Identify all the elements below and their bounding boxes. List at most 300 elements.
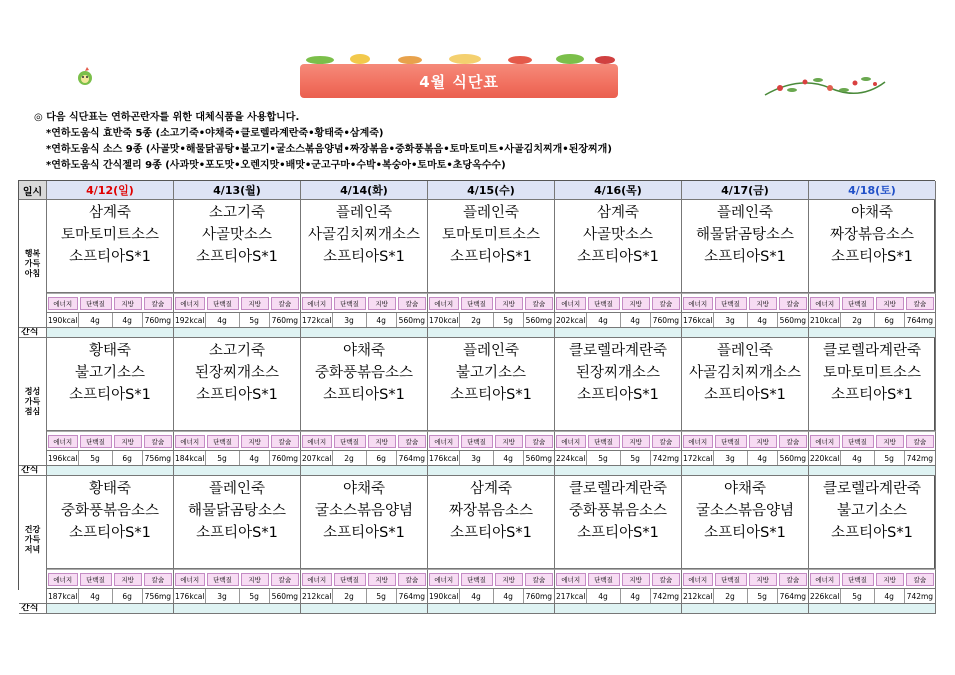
menu-cell: [174, 200, 301, 293]
food-garnish-icon: [300, 50, 618, 64]
nutrient-label: 에너지: [683, 297, 713, 310]
nutrient-label: 지방: [876, 297, 904, 310]
nutrient-value: 4g: [494, 451, 524, 465]
menu-item: 소프티아S*1: [323, 525, 405, 541]
menu-cell: [555, 200, 682, 293]
menu-item: 굴소스볶음양념: [695, 503, 795, 519]
nutrient-value: 560mg: [525, 453, 553, 463]
menu-item: 소프티아S*1: [831, 249, 913, 265]
nutrient-label: 칼슘: [906, 435, 934, 448]
nutrient-header: [47, 293, 174, 313]
nutrient-value: 212kcal: [301, 589, 333, 603]
snack-cell: [682, 466, 809, 476]
nutrient-value: 760mg: [271, 315, 299, 325]
nutrient-label: 칼슘: [271, 297, 299, 310]
menu-item: 소프티아S*1: [196, 387, 278, 403]
menu-item: 야채죽: [342, 343, 386, 359]
nutrient-value: 4g: [113, 313, 143, 327]
nutrient-value: 742mg: [652, 591, 680, 601]
nutrient-value: 4g: [875, 589, 905, 603]
nutrient-header: [301, 293, 428, 313]
nutrient-label: 에너지: [810, 435, 840, 448]
nutrient-value: 4g: [79, 313, 113, 327]
nutrient-value: 3g: [460, 451, 494, 465]
nutrient-label: 에너지: [302, 297, 332, 310]
day-header: 4/15(수): [428, 181, 555, 200]
nutrient-label: 칼슘: [398, 297, 426, 310]
nutrient-label: 에너지: [683, 435, 713, 448]
meal-label-line: 건강: [24, 524, 41, 534]
menu-item: 소프티아S*1: [577, 525, 659, 541]
nutrient-value: 5g: [621, 451, 651, 465]
nutrient-value: 5g: [240, 589, 270, 603]
nutrient-value: 5g: [494, 313, 524, 327]
nutrient-value: 4g: [621, 313, 651, 327]
nutrient-label: 단백질: [588, 573, 620, 586]
meal-label: [19, 338, 47, 466]
meal-label: [19, 476, 47, 604]
nutrient-values: [174, 313, 301, 328]
menu-item: 클로렐라계란죽: [568, 343, 668, 359]
nutrient-header: [682, 293, 809, 313]
menu-item: 클로렐라계란죽: [822, 343, 922, 359]
nutrient-label: 단백질: [842, 435, 874, 448]
nutrient-value: 764mg: [398, 453, 426, 463]
snack-cell: [555, 328, 682, 338]
menu-cell: [682, 338, 809, 431]
menu-item: 짜장볶음소스: [829, 227, 915, 243]
snack-cell: [174, 328, 301, 338]
nutrient-value: 5g: [79, 451, 113, 465]
nutrient-label: 칼슘: [271, 573, 299, 586]
menu-item: 소프티아S*1: [704, 387, 786, 403]
nutrient-label: 칼슘: [652, 435, 680, 448]
nutrient-value: 5g: [748, 589, 778, 603]
snack-cell: [301, 604, 428, 614]
menu-cell: [47, 476, 174, 569]
menu-item: 삼계죽: [469, 481, 513, 497]
nutrient-value: 5g: [587, 451, 621, 465]
nutrient-values: [555, 313, 682, 328]
nutrient-label: 지방: [876, 573, 904, 586]
nutrient-value: 2g: [841, 313, 875, 327]
nutrient-value: 2g: [714, 589, 748, 603]
menu-item: 클로렐라계란죽: [822, 481, 922, 497]
menu-cell: [555, 338, 682, 431]
nutrient-label: 에너지: [175, 297, 205, 310]
title-banner: [300, 64, 618, 98]
menu-cell: [301, 338, 428, 431]
nutrient-value: 196kcal: [47, 451, 79, 465]
meal-label-line: 행복: [24, 248, 41, 258]
menu-item: 짜장볶음소스: [448, 503, 534, 519]
menu-cell: [428, 476, 555, 569]
snack-cell: [301, 466, 428, 476]
nutrient-values: [428, 589, 555, 604]
nutrient-value: 172kcal: [682, 451, 714, 465]
nutrient-label: 에너지: [429, 573, 459, 586]
nutrient-values: [428, 451, 555, 466]
veggie-logo-icon: [74, 66, 96, 88]
nutrient-label: 단백질: [461, 573, 493, 586]
menu-item: 플레인죽: [335, 205, 393, 221]
menu-item: 황태죽: [88, 343, 132, 359]
menu-item: 사골김치찌개소스: [307, 227, 421, 243]
nutrient-label: 지방: [622, 297, 650, 310]
nutrient-value: 742mg: [652, 453, 680, 463]
nutrient-label: 단백질: [80, 297, 112, 310]
nutrient-label: 에너지: [810, 297, 840, 310]
menu-item: 소프티아S*1: [69, 525, 151, 541]
nutrient-label: 지방: [368, 297, 396, 310]
nutrient-value: 4g: [494, 589, 524, 603]
nutrient-value: 176kcal: [682, 313, 714, 327]
nutrient-label: 지방: [114, 297, 142, 310]
nutrient-label: 지방: [241, 297, 269, 310]
nutrient-label: 에너지: [48, 435, 78, 448]
nutrient-value: 212kcal: [682, 589, 714, 603]
menu-item: 삼계죽: [88, 205, 132, 221]
nutrient-value: 560mg: [779, 453, 807, 463]
menu-cell: [555, 476, 682, 569]
snack-label: 간식: [19, 604, 47, 614]
nutrient-values: [174, 589, 301, 604]
menu-item: 소프티아S*1: [196, 249, 278, 265]
snack-cell: [174, 604, 301, 614]
nutrient-label: 칼슘: [906, 573, 934, 586]
nutrient-label: 칼슘: [652, 297, 680, 310]
nutrient-value: 760mg: [271, 453, 299, 463]
menu-item: 소고기죽: [208, 205, 266, 221]
day-header: 4/14(화): [301, 181, 428, 200]
snack-cell: [47, 466, 174, 476]
nutrient-label: 단백질: [80, 435, 112, 448]
nutrient-label: 지방: [495, 297, 523, 310]
snack-cell: [47, 328, 174, 338]
menu-item: 사골맛소스: [582, 227, 654, 243]
nutrient-label: 에너지: [175, 573, 205, 586]
menu-cell: [428, 200, 555, 293]
nutrient-header: [555, 293, 682, 313]
nutrient-label: 지방: [495, 573, 523, 586]
nutrient-values: [682, 589, 809, 604]
date-header-label: 일시: [19, 181, 47, 200]
nutrient-value: 192kcal: [174, 313, 206, 327]
nutrient-value: 2g: [333, 451, 367, 465]
nutrient-header: [174, 293, 301, 313]
nutrient-label: 칼슘: [144, 573, 172, 586]
menu-cell: [47, 200, 174, 293]
nutrient-label: 칼슘: [906, 297, 934, 310]
nutrient-value: 226kcal: [809, 589, 841, 603]
menu-item: 토마토미트소스: [441, 227, 541, 243]
nutrient-value: 190kcal: [428, 589, 460, 603]
snack-cell: [301, 328, 428, 338]
nutrient-value: 4g: [587, 313, 621, 327]
menu-item: 소프티아S*1: [704, 525, 786, 541]
menu-item: 플레인죽: [462, 343, 520, 359]
nutrient-label: 지방: [114, 435, 142, 448]
nutrient-value: 560mg: [398, 315, 426, 325]
nutrient-values: [301, 451, 428, 466]
nutrient-header: [428, 569, 555, 589]
menu-table: [18, 180, 935, 613]
nutrient-label: 지방: [876, 435, 904, 448]
nutrient-value: 4g: [587, 589, 621, 603]
menu-item: 불고기소스: [455, 365, 527, 381]
nutrient-value: 742mg: [906, 453, 934, 463]
meal-label-line: 가득: [24, 396, 41, 406]
nutrient-label: 단백질: [588, 297, 620, 310]
snack-label: 간식: [19, 328, 47, 338]
snack-cell: [428, 328, 555, 338]
nutrient-value: 6g: [113, 451, 143, 465]
nutrient-value: 2g: [460, 313, 494, 327]
menu-item: 불고기소스: [836, 503, 908, 519]
menu-item: 플레인죽: [716, 205, 774, 221]
nutrient-value: 3g: [714, 451, 748, 465]
nutrient-value: 207kcal: [301, 451, 333, 465]
notes-jelly: *연하도움식 간식젤리 9종 (사과맛•포도맛•오렌지맛•배맛•군고구마•수박•복숭아•토마토•초당옥수수): [46, 160, 506, 171]
nutrient-value: 560mg: [779, 315, 807, 325]
nutrient-label: 단백질: [842, 297, 874, 310]
nutrient-label: 지방: [368, 573, 396, 586]
nutrient-label: 지방: [749, 435, 777, 448]
nutrient-values: [47, 313, 174, 328]
nutrient-label: 칼슘: [144, 297, 172, 310]
nutrient-value: 2g: [333, 589, 367, 603]
menu-item: 된장찌개소스: [575, 365, 661, 381]
nutrient-values: [809, 451, 936, 466]
nutrient-values: [555, 589, 682, 604]
menu-item: 소프티아S*1: [704, 249, 786, 265]
nutrient-label: 지방: [622, 435, 650, 448]
herb-garnish-icon: [760, 70, 890, 100]
menu-item: 중화풍볶음소스: [60, 503, 160, 519]
nutrient-value: 6g: [113, 589, 143, 603]
nutrient-value: 760mg: [525, 591, 553, 601]
nutrient-label: 에너지: [429, 297, 459, 310]
nutrient-values: [174, 451, 301, 466]
menu-item: 야채죽: [342, 481, 386, 497]
nutrient-value: 210kcal: [809, 313, 841, 327]
nutrient-label: 에너지: [429, 435, 459, 448]
nutrient-header: [428, 431, 555, 451]
nutrient-header: [174, 431, 301, 451]
nutrient-header: [301, 431, 428, 451]
notes-sauce: *연하도움식 소스 9종 (사골맛•해물닭곰탕•불고기•굴소스볶음양념•짜장볶음•중화풍볶음•토마토미트•사골김치찌개•된장찌개): [46, 144, 612, 155]
menu-item: 해물닭곰탕소스: [187, 503, 287, 519]
menu-item: 소프티아S*1: [831, 387, 913, 403]
meal-label: [19, 200, 47, 328]
menu-cell: [809, 338, 936, 431]
nutrient-label: 단백질: [715, 573, 747, 586]
snack-cell: [809, 466, 936, 476]
nutrient-values: [809, 589, 936, 604]
day-header: 4/16(목): [555, 181, 682, 200]
nutrient-label: 단백질: [461, 435, 493, 448]
nutrient-header: [809, 293, 936, 313]
nutrient-value: 190kcal: [47, 313, 79, 327]
snack-cell: [682, 604, 809, 614]
nutrient-value: 172kcal: [301, 313, 333, 327]
nutrient-label: 지방: [749, 573, 777, 586]
meal-label-line: 아침: [24, 268, 41, 278]
nutrient-value: 5g: [841, 589, 875, 603]
snack-cell: [555, 604, 682, 614]
menu-cell: [682, 476, 809, 569]
nutrient-header: [682, 431, 809, 451]
nutrient-values: [555, 451, 682, 466]
nutrient-value: 184kcal: [174, 451, 206, 465]
nutrient-values: [301, 313, 428, 328]
nutrient-value: 4g: [206, 313, 240, 327]
nutrient-label: 지방: [368, 435, 396, 448]
menu-item: 중화풍볶음소스: [568, 503, 668, 519]
nutrient-value: 3g: [714, 313, 748, 327]
nutrient-header: [47, 431, 174, 451]
nutrient-label: 단백질: [588, 435, 620, 448]
menu-cell: [47, 338, 174, 431]
nutrient-values: [301, 589, 428, 604]
menu-item: 소프티아S*1: [69, 249, 151, 265]
nutrient-values: [428, 313, 555, 328]
nutrient-label: 지방: [241, 435, 269, 448]
menu-item: 플레인죽: [462, 205, 520, 221]
nutrient-value: 224kcal: [555, 451, 587, 465]
nutrient-label: 칼슘: [398, 573, 426, 586]
nutrient-label: 칼슘: [525, 573, 553, 586]
menu-cell: [809, 476, 936, 569]
nutrient-value: 4g: [748, 451, 778, 465]
nutrient-value: 5g: [240, 313, 270, 327]
nutrient-label: 단백질: [842, 573, 874, 586]
snack-cell: [555, 466, 682, 476]
nutrient-value: 202kcal: [555, 313, 587, 327]
day-header: 4/13(월): [174, 181, 301, 200]
nutrient-label: 칼슘: [779, 435, 807, 448]
nutrient-label: 단백질: [207, 573, 239, 586]
day-header: 4/18(토): [809, 181, 936, 200]
nutrient-value: 6g: [367, 451, 397, 465]
nutrient-value: 5g: [367, 589, 397, 603]
nutrient-label: 단백질: [334, 297, 366, 310]
nutrient-value: 756mg: [144, 453, 172, 463]
nutrient-header: [428, 293, 555, 313]
meal-label-line: 가득: [24, 534, 41, 544]
nutrient-values: [47, 451, 174, 466]
menu-cell: [682, 200, 809, 293]
menu-cell: [301, 476, 428, 569]
nutrient-header: [47, 569, 174, 589]
nutrient-label: 에너지: [683, 573, 713, 586]
nutrient-value: 3g: [206, 589, 240, 603]
menu-item: 소프티아S*1: [69, 387, 151, 403]
nutrient-label: 에너지: [556, 573, 586, 586]
nutrient-label: 칼슘: [779, 297, 807, 310]
day-header: 4/12(일): [47, 181, 174, 200]
menu-item: 클로렐라계란죽: [568, 481, 668, 497]
meal-label-line: 정성: [24, 386, 41, 396]
menu-cell: [174, 476, 301, 569]
menu-cell: [809, 200, 936, 293]
menu-item: 소프티아S*1: [450, 387, 532, 403]
menu-item: 중화풍볶음소스: [314, 365, 414, 381]
menu-item: 소프티아S*1: [196, 525, 278, 541]
snack-cell: [428, 466, 555, 476]
nutrient-header: [809, 569, 936, 589]
menu-item: 플레인죽: [208, 481, 266, 497]
snack-cell: [174, 466, 301, 476]
menu-cell: [428, 338, 555, 431]
snack-cell: [809, 328, 936, 338]
nutrient-header: [555, 431, 682, 451]
nutrient-label: 칼슘: [525, 297, 553, 310]
nutrient-value: 6g: [875, 313, 905, 327]
nutrient-value: 4g: [367, 313, 397, 327]
nutrient-label: 지방: [241, 573, 269, 586]
menu-item: 된장찌개소스: [194, 365, 280, 381]
nutrient-values: [47, 589, 174, 604]
menu-item: 야채죽: [850, 205, 894, 221]
nutrient-value: 5g: [875, 451, 905, 465]
snack-cell: [428, 604, 555, 614]
nutrient-value: 760mg: [652, 315, 680, 325]
menu-item: 삼계죽: [596, 205, 640, 221]
nutrient-value: 187kcal: [47, 589, 79, 603]
nutrient-label: 지방: [114, 573, 142, 586]
nutrient-value: 742mg: [906, 591, 934, 601]
notes: [34, 110, 612, 174]
nutrient-value: 3g: [333, 313, 367, 327]
menu-item: 소고기죽: [208, 343, 266, 359]
meal-label-line: 점심: [24, 406, 41, 416]
menu-item: 소프티아S*1: [323, 249, 405, 265]
nutrient-label: 칼슘: [271, 435, 299, 448]
meal-label-line: 가득: [24, 258, 41, 268]
notes-intro: ◎ 다음 식단표는 연하곤란자를 위한 대체식품을 사용합니다.: [34, 112, 300, 123]
nutrient-label: 단백질: [207, 435, 239, 448]
notes-porridge: *연하도움식 효반죽 5종 (소고기죽•야채죽•클로렐라계란죽•황태죽•삼계죽): [46, 128, 384, 139]
menu-item: 해물닭곰탕소스: [695, 227, 795, 243]
nutrient-label: 에너지: [556, 435, 586, 448]
nutrient-value: 220kcal: [809, 451, 841, 465]
menu-item: 야채죽: [723, 481, 767, 497]
nutrient-label: 칼슘: [779, 573, 807, 586]
nutrient-value: 4g: [79, 589, 113, 603]
nutrient-header: [682, 569, 809, 589]
nutrient-value: 217kcal: [555, 589, 587, 603]
nutrient-label: 단백질: [207, 297, 239, 310]
nutrient-value: 560mg: [271, 591, 299, 601]
nutrient-values: [809, 313, 936, 328]
menu-item: 불고기소스: [74, 365, 146, 381]
nutrient-header: [555, 569, 682, 589]
nutrient-value: 4g: [621, 589, 651, 603]
nutrient-header: [301, 569, 428, 589]
nutrient-label: 단백질: [715, 297, 747, 310]
nutrient-value: 176kcal: [174, 589, 206, 603]
menu-cell: [174, 338, 301, 431]
snack-cell: [47, 604, 174, 614]
nutrient-value: 4g: [460, 589, 494, 603]
menu-item: 소프티아S*1: [450, 249, 532, 265]
day-header: 4/17(금): [682, 181, 809, 200]
nutrient-value: 764mg: [398, 591, 426, 601]
menu-item: 소프티아S*1: [577, 249, 659, 265]
nutrient-values: [682, 451, 809, 466]
nutrient-label: 단백질: [334, 435, 366, 448]
